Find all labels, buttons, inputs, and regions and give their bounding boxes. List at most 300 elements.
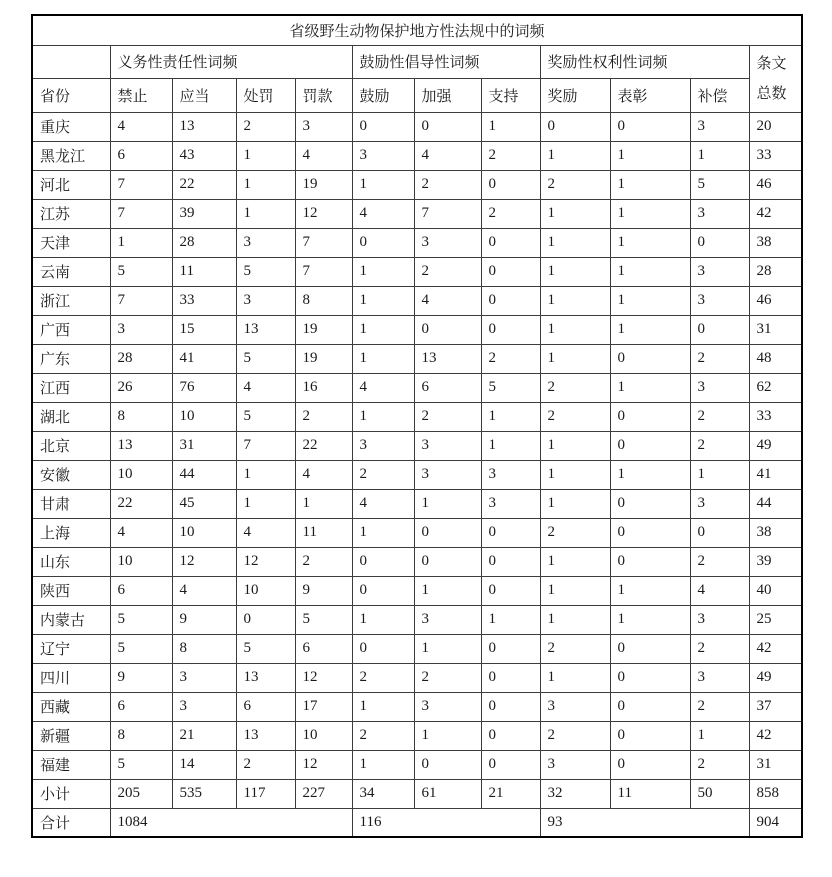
- value-cell: 3: [690, 373, 749, 402]
- value-cell: 5: [236, 257, 295, 286]
- value-cell: 2: [481, 344, 540, 373]
- value-cell: 0: [236, 605, 295, 634]
- value-cell: 5: [236, 344, 295, 373]
- value-cell: 0: [690, 228, 749, 257]
- value-cell: 1: [352, 170, 414, 199]
- value-cell: 2: [414, 170, 481, 199]
- value-cell: 0: [414, 112, 481, 141]
- value-cell: 0: [352, 112, 414, 141]
- value-cell: 0: [610, 489, 690, 518]
- column-header-fakuan: 罚款: [295, 79, 352, 113]
- table-row: [32, 315, 802, 344]
- value-cell: 1: [690, 460, 749, 489]
- value-cell: 26: [110, 373, 172, 402]
- value-cell: 1: [352, 344, 414, 373]
- table-body: [32, 112, 802, 837]
- column-header-chufa: 处罚: [236, 79, 295, 113]
- value-cell: 8: [110, 402, 172, 431]
- value-cell: 2: [352, 460, 414, 489]
- value-cell: 2: [481, 199, 540, 228]
- column-header-buchang: 补偿: [690, 79, 749, 113]
- value-cell: 7: [295, 228, 352, 257]
- province-cell: 内蒙古: [32, 605, 110, 634]
- province-cell: 北京: [32, 431, 110, 460]
- value-cell: 3: [172, 663, 236, 692]
- value-cell: 3: [414, 460, 481, 489]
- value-cell: 12: [236, 547, 295, 576]
- row-total-cell: 33: [749, 141, 802, 170]
- value-cell: 12: [295, 199, 352, 228]
- value-cell: 4: [414, 141, 481, 170]
- value-cell: 10: [236, 576, 295, 605]
- value-cell: 3: [690, 286, 749, 315]
- value-cell: 12: [295, 663, 352, 692]
- value-cell: 10: [172, 402, 236, 431]
- value-cell: 19: [295, 315, 352, 344]
- value-cell: 3: [540, 750, 610, 779]
- province-column-header: 省份: [32, 79, 110, 113]
- value-cell: 7: [414, 199, 481, 228]
- value-cell: 1: [540, 257, 610, 286]
- row-total-cell: 31: [749, 315, 802, 344]
- value-cell: 0: [414, 315, 481, 344]
- value-cell: 0: [481, 750, 540, 779]
- province-cell: 云南: [32, 257, 110, 286]
- value-cell: 31: [172, 431, 236, 460]
- group-header-row: [32, 45, 802, 79]
- value-cell: 7: [295, 257, 352, 286]
- value-cell: 0: [414, 518, 481, 547]
- value-cell: 1: [610, 373, 690, 402]
- value-cell: 0: [610, 344, 690, 373]
- value-cell: 4: [236, 373, 295, 402]
- value-cell: 3: [690, 199, 749, 228]
- value-cell: 15: [172, 315, 236, 344]
- value-cell: 5: [236, 634, 295, 663]
- value-cell: 1: [236, 460, 295, 489]
- value-cell: 2: [295, 547, 352, 576]
- table-row: [32, 431, 802, 460]
- column-header-zhichi: 支持: [481, 79, 540, 113]
- value-cell: 1: [481, 112, 540, 141]
- value-cell: 1: [352, 257, 414, 286]
- value-cell: 2: [690, 750, 749, 779]
- value-cell: 13: [110, 431, 172, 460]
- value-cell: 10: [172, 518, 236, 547]
- value-cell: 21: [172, 721, 236, 750]
- value-cell: 76: [172, 373, 236, 402]
- grand-total-label-cell: 合计: [32, 808, 110, 837]
- value-cell: 2: [540, 373, 610, 402]
- table-row: [32, 228, 802, 257]
- row-total-cell: 38: [749, 518, 802, 547]
- value-cell: 0: [352, 547, 414, 576]
- table-row: [32, 721, 802, 750]
- value-cell: 7: [110, 170, 172, 199]
- value-cell: 0: [690, 518, 749, 547]
- value-cell: 6: [110, 141, 172, 170]
- column-header-jiangli: 奖励: [540, 79, 610, 113]
- province-cell: 广东: [32, 344, 110, 373]
- value-cell: 5: [236, 402, 295, 431]
- value-cell: 9: [295, 576, 352, 605]
- value-cell: 19: [295, 344, 352, 373]
- value-cell: 0: [610, 547, 690, 576]
- value-cell: 1: [236, 489, 295, 518]
- row-total-cell: 37: [749, 692, 802, 721]
- value-cell: 0: [352, 576, 414, 605]
- table-row: [32, 112, 802, 141]
- value-cell: 5: [295, 605, 352, 634]
- corner-empty-cell: [32, 45, 110, 79]
- value-cell: 4: [352, 199, 414, 228]
- province-cell: 广西: [32, 315, 110, 344]
- value-cell: 0: [481, 286, 540, 315]
- value-cell: 13: [236, 315, 295, 344]
- value-cell: 1: [610, 286, 690, 315]
- row-total-cell: 62: [749, 373, 802, 402]
- group-header-obligation: 义务性责任性词频: [110, 45, 352, 79]
- value-cell: 0: [610, 402, 690, 431]
- value-cell: 1: [610, 576, 690, 605]
- value-cell: 1: [540, 431, 610, 460]
- value-cell: 0: [690, 315, 749, 344]
- row-total-cell: 48: [749, 344, 802, 373]
- value-cell: 3: [414, 431, 481, 460]
- subtotal-value-cell: 21: [481, 779, 540, 808]
- value-cell: 1: [414, 576, 481, 605]
- value-cell: 8: [172, 634, 236, 663]
- value-cell: 2: [236, 112, 295, 141]
- value-cell: 11: [295, 518, 352, 547]
- value-cell: 28: [172, 228, 236, 257]
- value-cell: 45: [172, 489, 236, 518]
- value-cell: 3: [236, 228, 295, 257]
- value-cell: 1: [610, 228, 690, 257]
- value-cell: 0: [610, 112, 690, 141]
- value-cell: 0: [414, 547, 481, 576]
- value-cell: 1: [236, 170, 295, 199]
- value-cell: 1: [540, 228, 610, 257]
- value-cell: 17: [295, 692, 352, 721]
- value-cell: 0: [481, 257, 540, 286]
- value-cell: 0: [610, 431, 690, 460]
- table-row: [32, 141, 802, 170]
- value-cell: 1: [610, 141, 690, 170]
- value-cell: 43: [172, 141, 236, 170]
- value-cell: 4: [295, 141, 352, 170]
- value-cell: 5: [481, 373, 540, 402]
- value-cell: 0: [481, 547, 540, 576]
- value-cell: 13: [414, 344, 481, 373]
- value-cell: 10: [110, 460, 172, 489]
- value-cell: 4: [352, 373, 414, 402]
- province-cell: 山东: [32, 547, 110, 576]
- table-row: [32, 344, 802, 373]
- row-total-cell: 25: [749, 605, 802, 634]
- value-cell: 1: [540, 286, 610, 315]
- value-cell: 1: [481, 605, 540, 634]
- value-cell: 4: [352, 489, 414, 518]
- value-cell: 0: [481, 692, 540, 721]
- row-total-cell: 46: [749, 170, 802, 199]
- group-header-reward: 奖励性权利性词频: [540, 45, 749, 79]
- value-cell: 1: [540, 605, 610, 634]
- subtotal-value-cell: 32: [540, 779, 610, 808]
- table-row: [32, 518, 802, 547]
- value-cell: 3: [481, 460, 540, 489]
- value-cell: 2: [690, 431, 749, 460]
- grand-total-row: [32, 808, 802, 837]
- value-cell: 5: [690, 170, 749, 199]
- value-cell: 0: [352, 634, 414, 663]
- value-cell: 1: [110, 228, 172, 257]
- value-cell: 1: [352, 286, 414, 315]
- value-cell: 1: [540, 344, 610, 373]
- value-cell: 0: [540, 112, 610, 141]
- value-cell: 28: [110, 344, 172, 373]
- value-cell: 1: [414, 489, 481, 518]
- value-cell: 3: [690, 257, 749, 286]
- subtotal-value-cell: 50: [690, 779, 749, 808]
- subtotal-total-cell: 858: [749, 779, 802, 808]
- value-cell: 8: [110, 721, 172, 750]
- value-cell: 39: [172, 199, 236, 228]
- value-cell: 13: [236, 721, 295, 750]
- value-cell: 19: [295, 170, 352, 199]
- table-row: [32, 373, 802, 402]
- row-total-cell: 41: [749, 460, 802, 489]
- province-cell: 新疆: [32, 721, 110, 750]
- province-cell: 陕西: [32, 576, 110, 605]
- table-row: [32, 663, 802, 692]
- value-cell: 0: [610, 634, 690, 663]
- row-total-cell: 28: [749, 257, 802, 286]
- value-cell: 3: [295, 112, 352, 141]
- subtotal-value-cell: 205: [110, 779, 172, 808]
- value-cell: 1: [352, 402, 414, 431]
- value-cell: 0: [610, 663, 690, 692]
- value-cell: 3: [481, 489, 540, 518]
- value-cell: 1: [481, 431, 540, 460]
- value-cell: 0: [481, 228, 540, 257]
- value-cell: 3: [690, 605, 749, 634]
- value-cell: 6: [236, 692, 295, 721]
- province-cell: 江苏: [32, 199, 110, 228]
- province-cell: 西藏: [32, 692, 110, 721]
- table-row: [32, 257, 802, 286]
- column-header-row: [32, 79, 802, 113]
- value-cell: 44: [172, 460, 236, 489]
- table-title: 省级野生动物保护地方性法规中的词频: [32, 15, 802, 45]
- province-cell: 河北: [32, 170, 110, 199]
- subtotal-value-cell: 34: [352, 779, 414, 808]
- value-cell: 2: [690, 344, 749, 373]
- value-cell: 3: [110, 315, 172, 344]
- subtotal-label-cell: 小计: [32, 779, 110, 808]
- value-cell: 3: [352, 431, 414, 460]
- value-cell: 16: [295, 373, 352, 402]
- table-row: [32, 199, 802, 228]
- column-header-jinzhi: 禁止: [110, 79, 172, 113]
- value-cell: 2: [236, 750, 295, 779]
- value-cell: 1: [352, 315, 414, 344]
- value-cell: 4: [172, 576, 236, 605]
- value-cell: 1: [610, 460, 690, 489]
- value-cell: 2: [414, 663, 481, 692]
- value-cell: 2: [295, 402, 352, 431]
- value-cell: 6: [295, 634, 352, 663]
- value-cell: 2: [352, 721, 414, 750]
- province-cell: 福建: [32, 750, 110, 779]
- province-cell: 天津: [32, 228, 110, 257]
- row-total-cell: 31: [749, 750, 802, 779]
- value-cell: 11: [172, 257, 236, 286]
- value-cell: 3: [540, 692, 610, 721]
- total-header-line1: 条文: [756, 55, 787, 72]
- table-row: [32, 634, 802, 663]
- value-cell: 0: [610, 518, 690, 547]
- row-total-cell: 42: [749, 199, 802, 228]
- row-total-cell: 44: [749, 489, 802, 518]
- value-cell: 0: [481, 721, 540, 750]
- value-cell: 0: [610, 692, 690, 721]
- grand-total-reward-cell: 93: [540, 808, 749, 837]
- title-row: [32, 15, 802, 45]
- province-cell: 湖北: [32, 402, 110, 431]
- value-cell: 12: [295, 750, 352, 779]
- value-cell: 7: [110, 199, 172, 228]
- value-cell: 5: [110, 605, 172, 634]
- province-cell: 四川: [32, 663, 110, 692]
- value-cell: 0: [481, 663, 540, 692]
- value-cell: 2: [540, 170, 610, 199]
- value-cell: 2: [540, 518, 610, 547]
- value-cell: 4: [236, 518, 295, 547]
- province-cell: 重庆: [32, 112, 110, 141]
- value-cell: 3: [690, 489, 749, 518]
- value-cell: 22: [172, 170, 236, 199]
- column-header-biaozhang: 表彰: [610, 79, 690, 113]
- value-cell: 1: [610, 315, 690, 344]
- grand-total-encouragement-cell: 116: [352, 808, 540, 837]
- value-cell: 6: [414, 373, 481, 402]
- value-cell: 10: [295, 721, 352, 750]
- value-cell: 1: [610, 257, 690, 286]
- row-total-cell: 39: [749, 547, 802, 576]
- value-cell: 1: [610, 605, 690, 634]
- table-row: [32, 170, 802, 199]
- table-row: [32, 286, 802, 315]
- value-cell: 4: [690, 576, 749, 605]
- row-total-cell: 42: [749, 721, 802, 750]
- value-cell: 9: [172, 605, 236, 634]
- subtotal-value-cell: 227: [295, 779, 352, 808]
- value-cell: 1: [540, 199, 610, 228]
- value-cell: 5: [110, 634, 172, 663]
- value-cell: 2: [690, 692, 749, 721]
- value-cell: 2: [690, 402, 749, 431]
- grand-total-total-cell: 904: [749, 808, 802, 837]
- value-cell: 0: [352, 228, 414, 257]
- value-cell: 1: [540, 663, 610, 692]
- word-frequency-table: [31, 14, 803, 838]
- province-cell: 上海: [32, 518, 110, 547]
- value-cell: 5: [110, 750, 172, 779]
- province-cell: 浙江: [32, 286, 110, 315]
- value-cell: 2: [414, 402, 481, 431]
- value-cell: 4: [295, 460, 352, 489]
- value-cell: 1: [540, 460, 610, 489]
- value-cell: 10: [110, 547, 172, 576]
- value-cell: 7: [236, 431, 295, 460]
- group-header-encouragement: 鼓励性倡导性词频: [352, 45, 540, 79]
- value-cell: 0: [610, 721, 690, 750]
- value-cell: 0: [481, 518, 540, 547]
- value-cell: 41: [172, 344, 236, 373]
- value-cell: 2: [540, 634, 610, 663]
- column-header-jiaqiang: 加强: [414, 79, 481, 113]
- value-cell: 1: [352, 692, 414, 721]
- value-cell: 3: [414, 692, 481, 721]
- column-header-yingdang: 应当: [172, 79, 236, 113]
- value-cell: 1: [540, 547, 610, 576]
- value-cell: 3: [690, 663, 749, 692]
- value-cell: 2: [540, 721, 610, 750]
- table-row: [32, 692, 802, 721]
- value-cell: 9: [110, 663, 172, 692]
- value-cell: 6: [110, 692, 172, 721]
- value-cell: 4: [110, 518, 172, 547]
- table-row: [32, 750, 802, 779]
- value-cell: 6: [110, 576, 172, 605]
- value-cell: 1: [295, 489, 352, 518]
- value-cell: 22: [295, 431, 352, 460]
- table-row: [32, 547, 802, 576]
- row-total-cell: 38: [749, 228, 802, 257]
- table-row: [32, 402, 802, 431]
- value-cell: 0: [414, 750, 481, 779]
- value-cell: 3: [414, 228, 481, 257]
- value-cell: 1: [610, 199, 690, 228]
- value-cell: 1: [540, 141, 610, 170]
- province-cell: 安徽: [32, 460, 110, 489]
- subtotal-value-cell: 535: [172, 779, 236, 808]
- subtotal-value-cell: 11: [610, 779, 690, 808]
- value-cell: 1: [540, 489, 610, 518]
- value-cell: 1: [540, 576, 610, 605]
- column-header-guli: 鼓励: [352, 79, 414, 113]
- row-total-cell: 40: [749, 576, 802, 605]
- value-cell: 33: [172, 286, 236, 315]
- value-cell: 2: [414, 257, 481, 286]
- province-cell: 甘肃: [32, 489, 110, 518]
- value-cell: 0: [481, 634, 540, 663]
- value-cell: 1: [352, 518, 414, 547]
- value-cell: 4: [110, 112, 172, 141]
- value-cell: 3: [236, 286, 295, 315]
- value-cell: 1: [352, 750, 414, 779]
- province-cell: 黑龙江: [32, 141, 110, 170]
- value-cell: 1: [352, 605, 414, 634]
- value-cell: 8: [295, 286, 352, 315]
- province-cell: 辽宁: [32, 634, 110, 663]
- province-cell: 江西: [32, 373, 110, 402]
- value-cell: 1: [236, 199, 295, 228]
- value-cell: 1: [610, 170, 690, 199]
- value-cell: 13: [172, 112, 236, 141]
- value-cell: 1: [690, 721, 749, 750]
